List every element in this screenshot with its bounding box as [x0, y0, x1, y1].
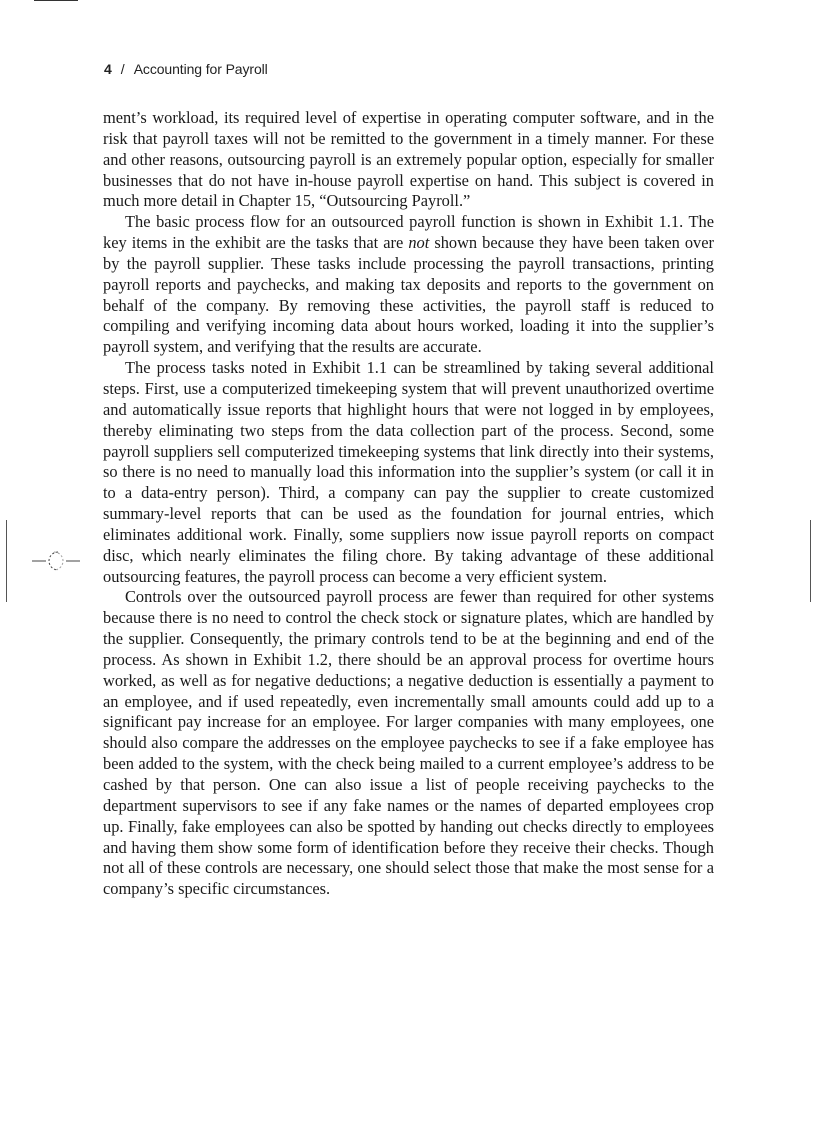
- paragraph-2-part-1: The basic process flow for an outsourced payroll function is shown in Exhibit 1.1. The key items in the exhibit are the tasks that are: [103, 212, 714, 253]
- paragraph-4: Controls over the outsourced payroll process are fewer than required for other systems because there is no need to control the check stock or signature plates, which are handled by the supplier. Consequently, the primary controls tend to be at the beginning and end of the process. As shown in Exhibit 1.2, there should be an approval process for overtime hours worked, as well as for negative deductions; a negative deduction is essentially a payment to an employee, and if used repeatedly, even incrementally small amounts could add up to a significant pay increase for an employee. For larger companies with many employees, one should also compare the addresses on the employee paychecks to see if a fake employee has been added to the system, with the check being mailed to a current employee’s address to be cashed by that person. One can also issue a list of people receiving paychecks to the department supervisors to see if any fake names or the names of departed employees crop up. Finally, fake employees can also be spotted by handing out checks directly to employees and having them show some form of identification before they receive their checks. Though not all of these controls are necessary, one should select those that make the most sense for a company’s specific circumstances.: [103, 587, 714, 899]
- paragraph-3: The process tasks noted in Exhibit 1.1 can be streamlined by taking several additional steps. First, use a computerized timekeeping system that will prevent unauthorized overtime and automatically issue reports that highlight hours that were not logged in by employees, thereby eliminating two steps from the data collection part of the process. Second, some payroll suppliers sell computerized timekeeping systems that link directly into their systems, so there is no need to manually load this information into the supplier’s system (or call it in to a data-entry person). Third, a company can pay the supplier to create customized summary-level reports that can be used as the foundation for journal entries, which eliminates additional work. Finally, some suppliers now issue payroll reports on compact disc, which nearly eliminates the filing chore. By taking advantage of these additional outsourcing features, the payroll process can become a very efficient system.: [103, 358, 714, 586]
- header-separator: /: [120, 61, 125, 77]
- page-number: 4: [104, 61, 112, 77]
- body-text: [103, 108, 714, 900]
- emphasis-not: not: [408, 233, 430, 253]
- paragraph-2-part-2: shown because they have been taken over by the payroll supplier. These tasks include processing the payroll transactions, printing payroll reports and paychecks, and making tax deposits and reports to the government on behalf of the company. By removing these activities, the payroll staff is reduced to compiling and verifying incoming data about hours worked, loading it into the supplier’s payroll system, and verifying that the results are accurate.: [103, 233, 714, 357]
- registration-mark-icon: [32, 546, 80, 576]
- crop-mark-right: [810, 520, 811, 602]
- book-title: Accounting for Payroll: [133, 61, 268, 77]
- paragraph-2: [103, 212, 714, 358]
- running-head: [104, 61, 268, 77]
- top-rule: [34, 0, 78, 1]
- paragraph-1: ment’s workload, its required level of expertise in operating computer software, and in the risk that payroll taxes will not be remitted to the government in a timely manner. For these and other reasons, outsourcing payroll is an extremely popular option, especially for smaller businesses that do not have in-house payroll expertise on hand. This subject is covered in much more detail in Chapter 15, “Outsourcing Payroll.”: [103, 108, 714, 211]
- crop-mark-left: [6, 520, 7, 602]
